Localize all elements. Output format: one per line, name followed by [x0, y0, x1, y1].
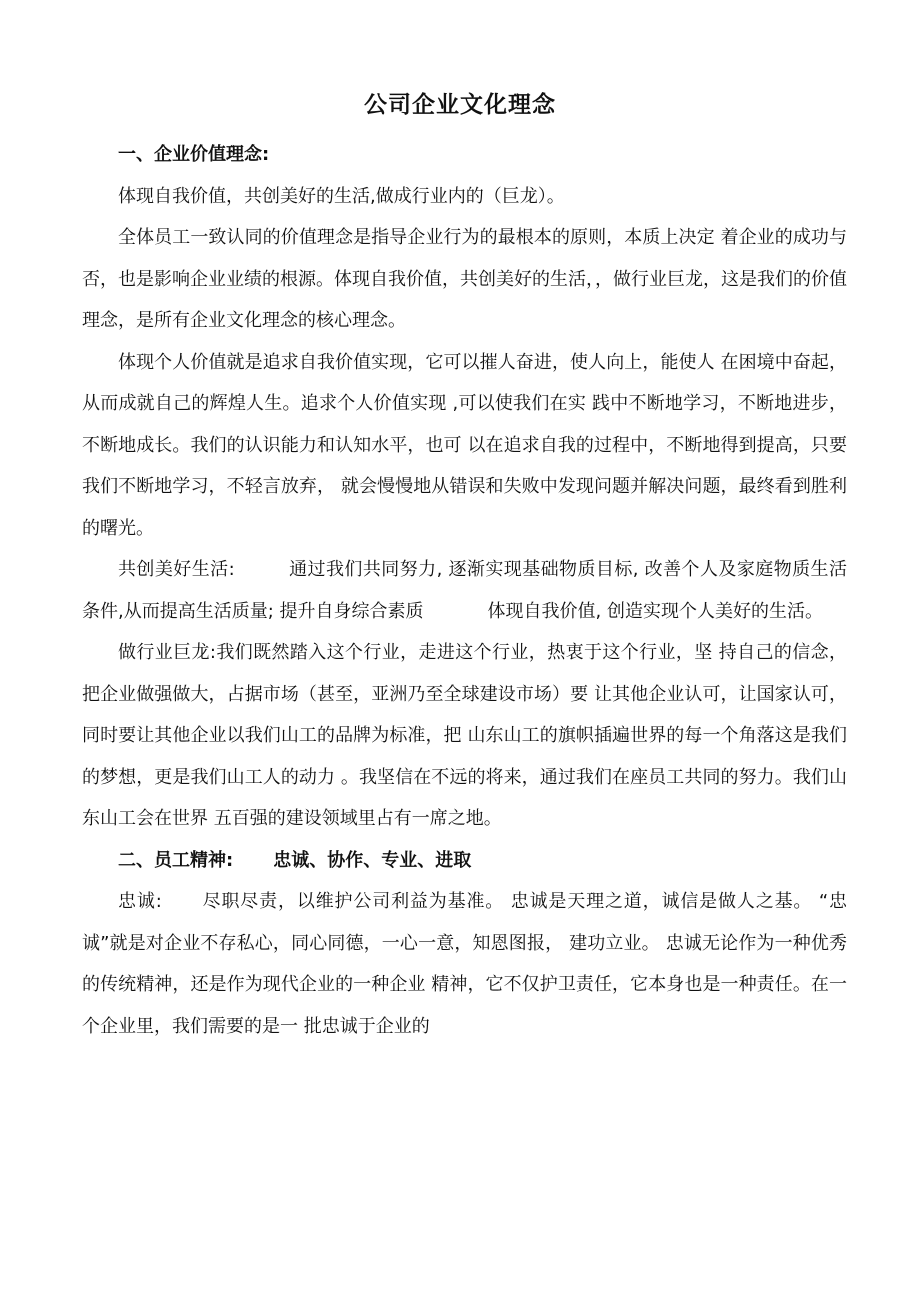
paragraph [82, 549, 847, 632]
section-heading-values: 忠诚、协作、专业、进取 [273, 849, 472, 871]
paragraph-label: 共创美好生活: [118, 559, 235, 580]
paragraph-text: 体现自我价值, 创造实现个人美好的生活。 [487, 600, 823, 622]
paragraph-label: 做行业巨龙: [118, 642, 216, 663]
section-heading-employee-spirit [82, 840, 847, 882]
paragraph: 全体员工一致认同的价值理念是指导企业行为的最根本的原则，本质上决定 着企业的成功与否，也是影响企业业绩的根源。体现自我价值，共创美好的生活，，做行业巨龙，这是我们的价值理念，是所有企业文化理念的核心理念。 [82, 227, 847, 331]
paragraph: 体现个人价值就是追求自我价值实现，它可以摧人奋进，使人向上，能使人 在困境中奋起，从而成就自己的辉煌人生。追求个人价值实现 ,可以使我们在实 践中不断地学习，不断地进步，不断地成长。我们的认识能力和认知水平，也可 以在追求自我的过程中，不断地得到提高，只要我们不断地学习，不轻言放弃， 就会慢慢地从错误和失败中发现问题并解决问题，最终看到胜利的曙光。 [82, 351, 847, 539]
paragraph: 体现自我价值，共创美好的生活,做成行业内的（巨龙）。 [118, 185, 565, 207]
paragraph-label: 忠诚: [118, 891, 162, 912]
document-body [82, 134, 847, 1047]
section-heading-value-concept: 一、企业价值理念: [118, 144, 270, 165]
paragraph-text: 尽职尽责，以维护公司利益为基准。 忠诚是天理之道，诚信是做人之基。 “忠诚”就是对企业不存私心，同心同德，一心一意，知恩图报， 建功立业。 忠诚无论作为一种优秀的传统精神，还是作为现代企业的一种企业 精神，它不仅护卫责任，它本身也是一种责任。在一个企业里，我们需要的是一 批忠诚于企业的 [82, 891, 847, 1037]
page-title: 公司企业文化理念 [364, 92, 556, 118]
section-heading-label: 二、员工精神: [118, 849, 234, 871]
paragraph [82, 632, 847, 840]
paragraph [82, 881, 847, 1047]
paragraph-text: 我们既然踏入这个行业，走进这个行业，热衷于这个行业，坚 持自己的信念，把企业做强做大，占据市场（甚至，亚洲乃至全球建设市场）要 让其他企业认可，让国家认可，同时要让其他企业以我们山工的品牌为标准，把 山东山工的旗帜插遍世界的每一个角落这是我们的梦想，更是我们山工人的动力 。我坚信在不远的将来，通过我们在座员工共同的努力。我们山东山工会在世界 五百强的建设领域里占有一席之地。 [82, 642, 847, 829]
paragraph-text: 通过我们共同努力, 逐渐实现基础物质目标, 改善个人及家庭物质生活条件,从而提高生活质量; 提升自身综合素质 [82, 559, 847, 622]
